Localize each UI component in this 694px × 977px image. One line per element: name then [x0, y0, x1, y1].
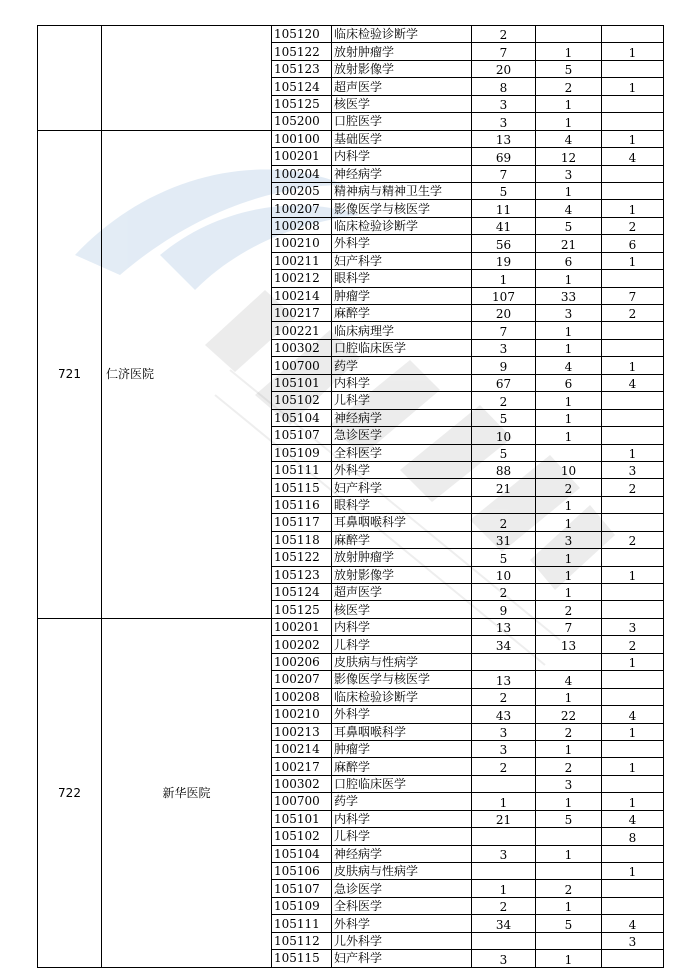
count-col-1: 8: [472, 78, 536, 95]
major-code: 100210: [272, 706, 332, 723]
count-col-3: 4: [602, 915, 664, 932]
major-name: 耳鼻咽喉科学: [332, 514, 472, 531]
institution-code: 722: [38, 618, 102, 967]
major-name: 核医学: [332, 601, 472, 618]
count-col-1: 1: [472, 793, 536, 810]
count-col-2: 1: [536, 392, 602, 409]
count-col-2: 12: [536, 148, 602, 165]
count-col-2: 5: [536, 217, 602, 234]
count-col-2: 2: [536, 758, 602, 775]
major-name: 影像医学与核医学: [332, 200, 472, 217]
major-name: 妇产科学: [332, 479, 472, 496]
count-col-3: 6: [602, 235, 664, 252]
major-code: 105107: [272, 880, 332, 897]
count-col-2: 4: [536, 130, 602, 147]
count-col-2: [536, 932, 602, 949]
count-col-2: 1: [536, 897, 602, 914]
major-name: 眼科学: [332, 496, 472, 513]
count-col-3: 1: [602, 444, 664, 461]
major-name: 临床检验诊断学: [332, 217, 472, 234]
major-name: 妇产科学: [332, 252, 472, 269]
count-col-3: [602, 113, 664, 130]
major-code: 100208: [272, 688, 332, 705]
major-code: 105124: [272, 584, 332, 601]
count-col-2: 2: [536, 479, 602, 496]
count-col-1: [472, 932, 536, 949]
count-col-2: 33: [536, 287, 602, 304]
count-col-3: [602, 671, 664, 688]
major-code: 100100: [272, 130, 332, 147]
major-code: 105123: [272, 566, 332, 583]
count-col-1: 3: [472, 113, 536, 130]
major-name: 眼科学: [332, 270, 472, 287]
count-col-2: 1: [536, 95, 602, 112]
count-col-3: [602, 427, 664, 444]
major-name: 临床检验诊断学: [332, 26, 472, 43]
count-col-1: 3: [472, 950, 536, 967]
count-col-2: 1: [536, 688, 602, 705]
major-name: 全科医学: [332, 444, 472, 461]
count-col-3: 1: [602, 566, 664, 583]
count-col-3: [602, 95, 664, 112]
count-col-3: 3: [602, 618, 664, 635]
count-col-1: 2: [472, 584, 536, 601]
count-col-1: 1: [472, 880, 536, 897]
count-col-2: 4: [536, 357, 602, 374]
major-code: 100212: [272, 270, 332, 287]
major-name: 外科学: [332, 235, 472, 252]
count-col-3: [602, 688, 664, 705]
count-col-1: 56: [472, 235, 536, 252]
major-code: 105109: [272, 897, 332, 914]
major-name: 神经病学: [332, 845, 472, 862]
count-col-3: 2: [602, 305, 664, 322]
institution-code: [38, 26, 102, 131]
count-col-2: 1: [536, 43, 602, 60]
count-col-3: [602, 26, 664, 43]
count-col-1: 10: [472, 566, 536, 583]
count-col-1: 34: [472, 915, 536, 932]
count-col-1: 107: [472, 287, 536, 304]
count-col-3: 4: [602, 374, 664, 391]
major-name: 皮肤病与性病学: [332, 863, 472, 880]
major-name: 核医学: [332, 95, 472, 112]
count-col-1: 9: [472, 601, 536, 618]
major-name: 口腔临床医学: [332, 339, 472, 356]
major-name: 肿瘤学: [332, 740, 472, 757]
count-col-2: 2: [536, 880, 602, 897]
major-name: 神经病学: [332, 165, 472, 182]
count-col-3: 1: [602, 758, 664, 775]
major-code: 100217: [272, 305, 332, 322]
major-name: 麻醉学: [332, 305, 472, 322]
count-col-1: 7: [472, 43, 536, 60]
major-code: 105102: [272, 392, 332, 409]
major-name: 麻醉学: [332, 531, 472, 548]
count-col-3: [602, 409, 664, 426]
count-col-3: [602, 514, 664, 531]
count-col-1: [472, 775, 536, 792]
major-code: 100302: [272, 339, 332, 356]
count-col-2: 6: [536, 374, 602, 391]
major-name: 皮肤病与性病学: [332, 653, 472, 670]
major-code: 100213: [272, 723, 332, 740]
table-row: [38, 130, 664, 147]
major-code: 105109: [272, 444, 332, 461]
count-col-2: 1: [536, 113, 602, 130]
major-code: 105122: [272, 549, 332, 566]
major-code: 100205: [272, 182, 332, 199]
count-col-3: 7: [602, 287, 664, 304]
count-col-2: 3: [536, 531, 602, 548]
major-code: 105125: [272, 95, 332, 112]
count-col-1: 11: [472, 200, 536, 217]
major-code: 100302: [272, 775, 332, 792]
major-code: 105125: [272, 601, 332, 618]
count-col-3: [602, 496, 664, 513]
count-col-2: [536, 653, 602, 670]
major-name: 口腔医学: [332, 113, 472, 130]
major-name: 基础医学: [332, 130, 472, 147]
count-col-1: 20: [472, 305, 536, 322]
count-col-3: [602, 339, 664, 356]
major-code: 100207: [272, 200, 332, 217]
major-code: 105200: [272, 113, 332, 130]
major-code: 100210: [272, 235, 332, 252]
count-col-1: 3: [472, 845, 536, 862]
count-col-3: [602, 584, 664, 601]
count-col-1: 2: [472, 392, 536, 409]
count-col-2: 5: [536, 915, 602, 932]
count-col-3: 2: [602, 636, 664, 653]
count-col-2: 1: [536, 270, 602, 287]
major-name: 精神病与精神卫生学: [332, 182, 472, 199]
major-code: 100217: [272, 758, 332, 775]
major-name: 儿外科学: [332, 932, 472, 949]
major-name: 内科学: [332, 810, 472, 827]
count-col-1: 7: [472, 322, 536, 339]
major-code: 105101: [272, 374, 332, 391]
enrollment-table: [37, 25, 664, 968]
major-name: 外科学: [332, 915, 472, 932]
count-col-1: 43: [472, 706, 536, 723]
count-col-2: 1: [536, 182, 602, 199]
count-col-2: 1: [536, 339, 602, 356]
count-col-3: [602, 165, 664, 182]
count-col-3: 4: [602, 810, 664, 827]
count-col-3: 1: [602, 653, 664, 670]
count-col-1: 2: [472, 897, 536, 914]
count-col-2: 1: [536, 793, 602, 810]
count-col-1: 5: [472, 444, 536, 461]
count-col-1: [472, 496, 536, 513]
count-col-3: [602, 845, 664, 862]
count-col-1: 2: [472, 758, 536, 775]
count-col-3: [602, 182, 664, 199]
major-name: 内科学: [332, 148, 472, 165]
major-name: 临床检验诊断学: [332, 688, 472, 705]
count-col-2: 4: [536, 671, 602, 688]
count-col-3: 2: [602, 531, 664, 548]
count-col-2: 3: [536, 775, 602, 792]
institution-name: 新华医院: [102, 618, 272, 967]
count-col-3: 1: [602, 793, 664, 810]
count-col-3: 1: [602, 78, 664, 95]
count-col-2: 1: [536, 740, 602, 757]
major-code: 105102: [272, 828, 332, 845]
count-col-1: 19: [472, 252, 536, 269]
count-col-3: 8: [602, 828, 664, 845]
count-col-2: 1: [536, 409, 602, 426]
count-col-3: 1: [602, 43, 664, 60]
count-col-2: 7: [536, 618, 602, 635]
count-col-1: 34: [472, 636, 536, 653]
major-code: 100700: [272, 793, 332, 810]
count-col-2: 2: [536, 601, 602, 618]
major-name: 临床病理学: [332, 322, 472, 339]
major-code: 105112: [272, 932, 332, 949]
major-name: 放射影像学: [332, 60, 472, 77]
count-col-1: [472, 828, 536, 845]
count-col-3: [602, 60, 664, 77]
major-name: 儿科学: [332, 828, 472, 845]
count-col-2: 1: [536, 549, 602, 566]
major-name: 口腔临床医学: [332, 775, 472, 792]
count-col-1: 5: [472, 182, 536, 199]
count-col-3: 2: [602, 479, 664, 496]
count-col-3: 1: [602, 200, 664, 217]
major-code: 105116: [272, 496, 332, 513]
count-col-2: [536, 26, 602, 43]
major-code: 100207: [272, 671, 332, 688]
major-name: 放射肿瘤学: [332, 549, 472, 566]
count-col-1: 3: [472, 723, 536, 740]
major-name: 急诊医学: [332, 427, 472, 444]
count-col-2: 2: [536, 78, 602, 95]
count-col-2: 3: [536, 165, 602, 182]
count-col-2: 13: [536, 636, 602, 653]
count-col-3: [602, 549, 664, 566]
major-name: 超声医学: [332, 584, 472, 601]
count-col-3: 4: [602, 706, 664, 723]
count-col-2: [536, 444, 602, 461]
count-col-1: 2: [472, 688, 536, 705]
major-name: 超声医学: [332, 78, 472, 95]
count-col-1: 7: [472, 165, 536, 182]
count-col-1: 69: [472, 148, 536, 165]
count-col-2: 5: [536, 810, 602, 827]
major-code: 105115: [272, 479, 332, 496]
major-name: 内科学: [332, 374, 472, 391]
major-name: 麻醉学: [332, 758, 472, 775]
count-col-3: 4: [602, 148, 664, 165]
major-code: 105115: [272, 950, 332, 967]
major-name: 外科学: [332, 461, 472, 478]
count-col-1: 41: [472, 217, 536, 234]
count-col-1: 88: [472, 461, 536, 478]
count-col-1: 2: [472, 514, 536, 531]
count-col-1: 31: [472, 531, 536, 548]
count-col-2: 22: [536, 706, 602, 723]
count-col-3: [602, 775, 664, 792]
count-col-3: 1: [602, 252, 664, 269]
major-code: 100204: [272, 165, 332, 182]
count-col-2: 1: [536, 427, 602, 444]
major-name: 耳鼻咽喉科学: [332, 723, 472, 740]
major-code: 105120: [272, 26, 332, 43]
count-col-2: [536, 863, 602, 880]
count-col-2: 1: [536, 566, 602, 583]
count-col-3: [602, 322, 664, 339]
count-col-2: 2: [536, 723, 602, 740]
major-name: 药学: [332, 793, 472, 810]
major-code: 105118: [272, 531, 332, 548]
count-col-1: 67: [472, 374, 536, 391]
table-row: [38, 618, 664, 635]
major-code: 105107: [272, 427, 332, 444]
major-code: 100214: [272, 287, 332, 304]
count-col-2: 1: [536, 584, 602, 601]
count-col-1: 21: [472, 479, 536, 496]
major-code: 100700: [272, 357, 332, 374]
major-code: 105111: [272, 461, 332, 478]
major-code: 100201: [272, 618, 332, 635]
major-name: 全科医学: [332, 897, 472, 914]
major-name: 肿瘤学: [332, 287, 472, 304]
count-col-2: 1: [536, 845, 602, 862]
count-col-1: 3: [472, 740, 536, 757]
major-code: 100202: [272, 636, 332, 653]
count-col-1: 9: [472, 357, 536, 374]
count-col-3: [602, 897, 664, 914]
count-col-3: [602, 740, 664, 757]
count-col-1: [472, 863, 536, 880]
count-col-1: 20: [472, 60, 536, 77]
major-code: 105123: [272, 60, 332, 77]
count-col-2: 10: [536, 461, 602, 478]
institution-code: 721: [38, 130, 102, 618]
count-col-1: 13: [472, 618, 536, 635]
major-name: 外科学: [332, 706, 472, 723]
major-name: 急诊医学: [332, 880, 472, 897]
count-col-2: 1: [536, 514, 602, 531]
major-name: 药学: [332, 357, 472, 374]
count-col-2: [536, 828, 602, 845]
count-col-3: 2: [602, 217, 664, 234]
major-code: 105104: [272, 409, 332, 426]
count-col-1: 3: [472, 95, 536, 112]
major-code: 105106: [272, 863, 332, 880]
major-code: 105111: [272, 915, 332, 932]
major-code: 100211: [272, 252, 332, 269]
count-col-1: 21: [472, 810, 536, 827]
major-name: 神经病学: [332, 409, 472, 426]
major-code: 100206: [272, 653, 332, 670]
major-name: 影像医学与核医学: [332, 671, 472, 688]
count-col-3: [602, 950, 664, 967]
count-col-1: 1: [472, 270, 536, 287]
major-name: 放射影像学: [332, 566, 472, 583]
major-code: 105124: [272, 78, 332, 95]
table-row: [38, 26, 664, 43]
institution-name: [102, 26, 272, 131]
count-col-3: [602, 270, 664, 287]
count-col-3: 1: [602, 357, 664, 374]
count-col-2: 3: [536, 305, 602, 322]
major-name: 放射肿瘤学: [332, 43, 472, 60]
major-code: 100221: [272, 322, 332, 339]
count-col-1: 2: [472, 26, 536, 43]
count-col-2: 5: [536, 60, 602, 77]
major-code: 105117: [272, 514, 332, 531]
count-col-1: 10: [472, 427, 536, 444]
count-col-1: 5: [472, 409, 536, 426]
major-name: 儿科学: [332, 392, 472, 409]
count-col-2: 4: [536, 200, 602, 217]
count-col-2: 1: [536, 322, 602, 339]
count-col-3: [602, 880, 664, 897]
count-col-3: 3: [602, 461, 664, 478]
count-col-3: 1: [602, 130, 664, 147]
major-name: 妇产科学: [332, 950, 472, 967]
count-col-3: [602, 392, 664, 409]
count-col-2: 1: [536, 950, 602, 967]
major-code: 100201: [272, 148, 332, 165]
major-name: 儿科学: [332, 636, 472, 653]
count-col-1: 13: [472, 671, 536, 688]
major-code: 100214: [272, 740, 332, 757]
count-col-3: 3: [602, 932, 664, 949]
count-col-1: 13: [472, 130, 536, 147]
count-col-2: 6: [536, 252, 602, 269]
major-code: 105101: [272, 810, 332, 827]
major-code: 105104: [272, 845, 332, 862]
major-code: 100208: [272, 217, 332, 234]
major-code: 105122: [272, 43, 332, 60]
count-col-2: 21: [536, 235, 602, 252]
institution-name: 仁济医院: [102, 130, 272, 618]
count-col-2: 1: [536, 496, 602, 513]
count-col-3: 1: [602, 863, 664, 880]
count-col-3: 1: [602, 723, 664, 740]
count-col-1: [472, 653, 536, 670]
count-col-1: 3: [472, 339, 536, 356]
count-col-1: 5: [472, 549, 536, 566]
major-name: 内科学: [332, 618, 472, 635]
count-col-3: [602, 601, 664, 618]
